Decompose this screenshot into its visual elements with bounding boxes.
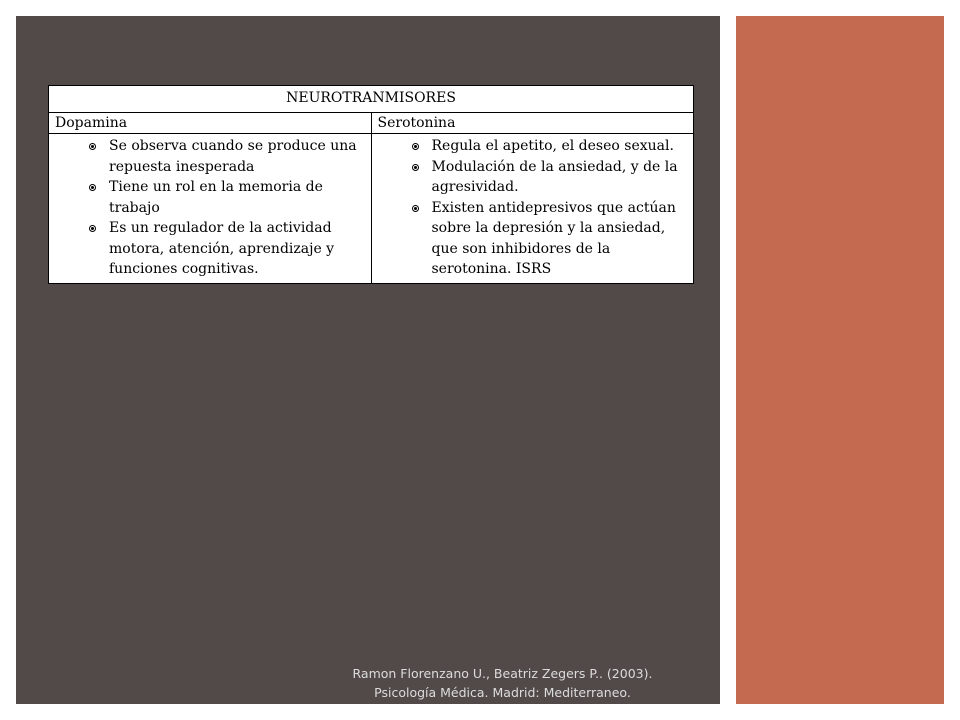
list-item (432, 198, 688, 280)
serotonina-list (378, 135, 688, 282)
list-item-text: Tiene un rol en la memoria de trabajo (109, 179, 323, 216)
table-title-row (49, 86, 694, 113)
column-header-dopamina: Dopamina (49, 113, 372, 134)
dopamina-cell (49, 134, 372, 284)
table-title: NEUROTRANMISORES (49, 86, 694, 113)
list-item (109, 218, 365, 280)
citation (320, 664, 685, 702)
citation-line-1: Ramon Florenzano U., Beatriz Zegers P.. (2003). (352, 666, 653, 681)
serotonina-cell (371, 134, 694, 284)
bullet-icon (412, 205, 419, 212)
bullet-icon (89, 143, 96, 150)
list-item-text: Regula el apetito, el deseo sexual. (431, 138, 674, 154)
bullet-icon (412, 143, 419, 150)
list-item-text: Se observa cuando se produce una repuesta inesperada (109, 138, 357, 175)
column-header-serotonina: Serotonina (371, 113, 694, 134)
bullet-icon (89, 184, 96, 191)
table-row (49, 134, 694, 284)
list-item-text: Es un regulador de la actividad motora, atención, aprendizaje y funciones cognitivas. (109, 220, 335, 277)
accent-side-panel (736, 16, 944, 704)
citation-line-2: Psicología Médica. Madrid: Mediterraneo. (374, 685, 631, 700)
list-item-text: Modulación de la ansiedad, y de la agresividad. (431, 158, 678, 195)
list-item (109, 177, 365, 218)
bullet-icon (89, 225, 96, 232)
list-item (432, 136, 688, 157)
neurotransmitters-table (48, 85, 694, 284)
list-item (109, 136, 365, 177)
list-item-text: Existen antidepresivos que actúan sobre la depresión y la ansiedad, que son inhibidores de la serotonina. ISRS (431, 199, 676, 277)
bullet-icon (412, 164, 419, 171)
dopamina-list (55, 135, 365, 282)
table-header-row (49, 113, 694, 134)
list-item (432, 157, 688, 198)
